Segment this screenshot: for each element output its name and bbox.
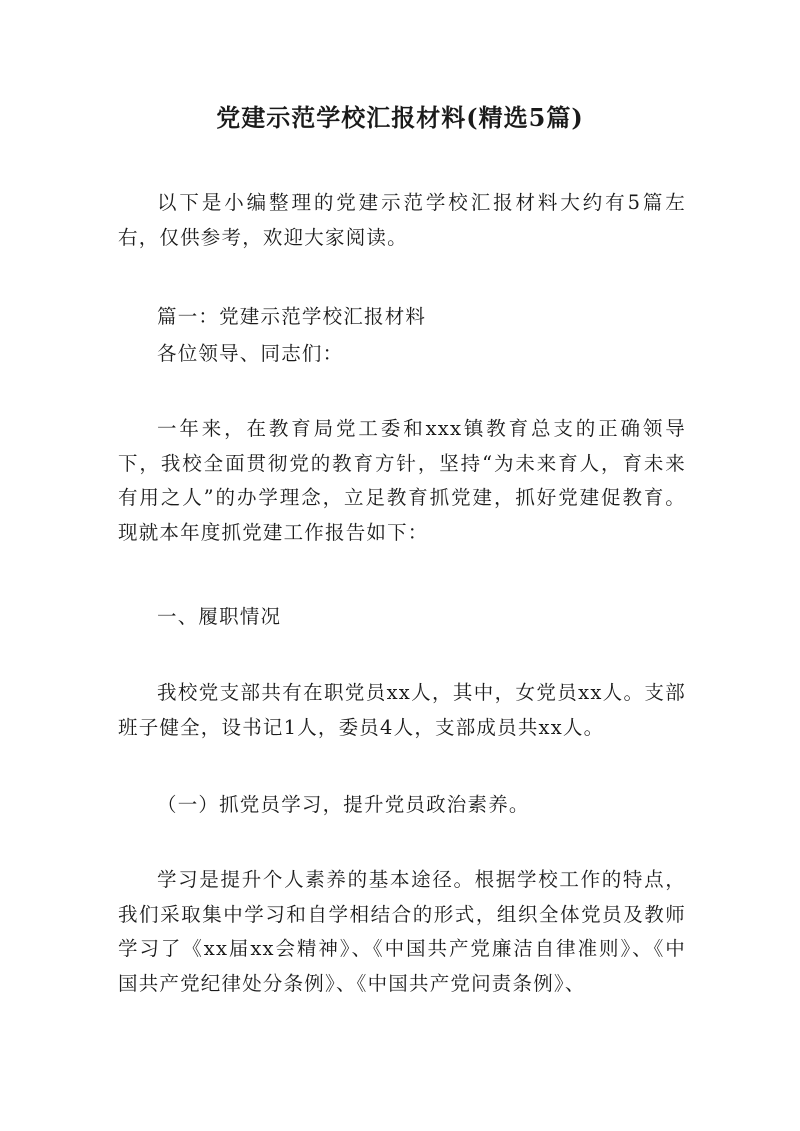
section-heading: 篇一：党建示范学校汇报材料 [157, 305, 427, 328]
heading-performance: 一、履职情况 [157, 605, 282, 628]
subheading-study: （一）抓党员学习，提升党员政治素养。 [157, 793, 530, 816]
document-title: 党建示范学校汇报材料(精选5篇) [216, 103, 584, 132]
body-paragraph-3: 学习是提升个人素养的基本途径。根据学校工作的特点，我们采取集中学习和自学相结合的形式，组织全体党员及教师学习了《xx届xx会精神》、《中国共产党廉洁自律准则》、《中国共产党纪律处分条例》、《中国共产党问责条例》、 [118, 868, 686, 995]
body-paragraph-1: 一年来，在教育局党工委和xxx镇教育总支的正确领导下，我校全面贯彻党的教育方针，坚持“为未来育人，育未来有用之人”的办学理念，立足教育抓党建，抓好党建促教育。现就本年度抓党建工作报告如下： [118, 417, 686, 544]
body-paragraph-2: 我校党支部共有在职党员xx人，其中，女党员xx人。支部班子健全，设书记1人，委员4人，支部成员共xx人。 [118, 681, 686, 739]
intro-paragraph: 以下是小编整理的党建示范学校汇报材料大约有5篇左右，仅供参考，欢迎大家阅读。 [118, 191, 686, 249]
salutation: 各位领导、同志们： [157, 342, 344, 365]
